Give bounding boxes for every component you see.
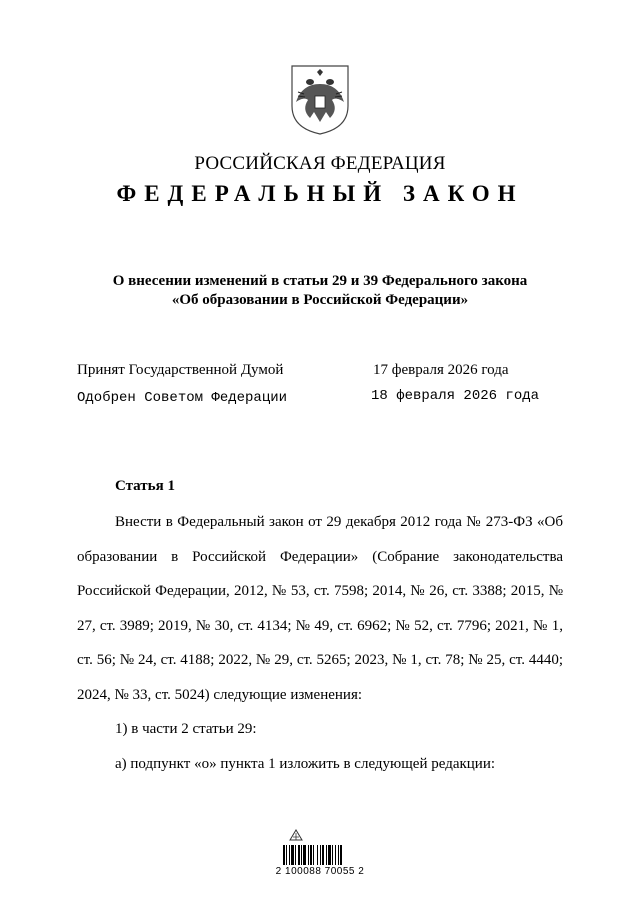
- approved-by-council-label: Одобрен Советом Федерации: [77, 390, 288, 406]
- barcode-number: 2 100088 70055 2: [275, 866, 365, 877]
- printing-house-mark-icon: [288, 828, 304, 842]
- law-title-line-1: О внесении изменений в статьи 29 и 39 Федерального закона: [112, 273, 528, 289]
- adopted-by-duma-date: 17 февраля 2026 года: [373, 362, 509, 378]
- article-body: [77, 505, 563, 781]
- article-item-1: 1) в части 2 статьи 29:: [115, 721, 257, 737]
- article-item-1a: а) подпункт «о» пункта 1 изложить в следующей редакции:: [115, 755, 496, 772]
- law-title-line-2: «Об образовании в Российской Федерации»: [171, 292, 469, 308]
- article-heading: Статья 1: [115, 478, 175, 494]
- law-title: [0, 272, 640, 310]
- russian-coat-of-arms-icon: [288, 62, 352, 136]
- document-type: ФЕДЕРАЛЬНЫЙ ЗАКОН: [116, 181, 524, 206]
- barcode-icon: [283, 845, 357, 865]
- approved-by-council-date: 18 февраля 2026 года: [371, 388, 540, 404]
- article-paragraph: Внести в Федеральный закон от 29 декабря 2012 года № 273-ФЗ «Об образовании в Российской Федерации» (Собрание законодательства Российской Федерации, 2012, № 53, ст. 7598; 2014, № 26, ст. 3388; 2015, № 27, ст. 3989; 2019, № 30, ст. 4134; № 49, ст. 6962; № 52, ст. 7796; 2021, № 1, ст. 56; № 24, ст. 4188; 2022, № 29, ст. 5265; 2023, № 1, ст. 78; № 25, ст. 4440; 2024, № 33, ст. 5024) следующие изменения:: [77, 514, 563, 703]
- country-name: РОССИЙСКАЯ ФЕДЕРАЦИЯ: [194, 153, 446, 174]
- adopted-by-duma-label: Принят Государственной Думой: [77, 362, 284, 378]
